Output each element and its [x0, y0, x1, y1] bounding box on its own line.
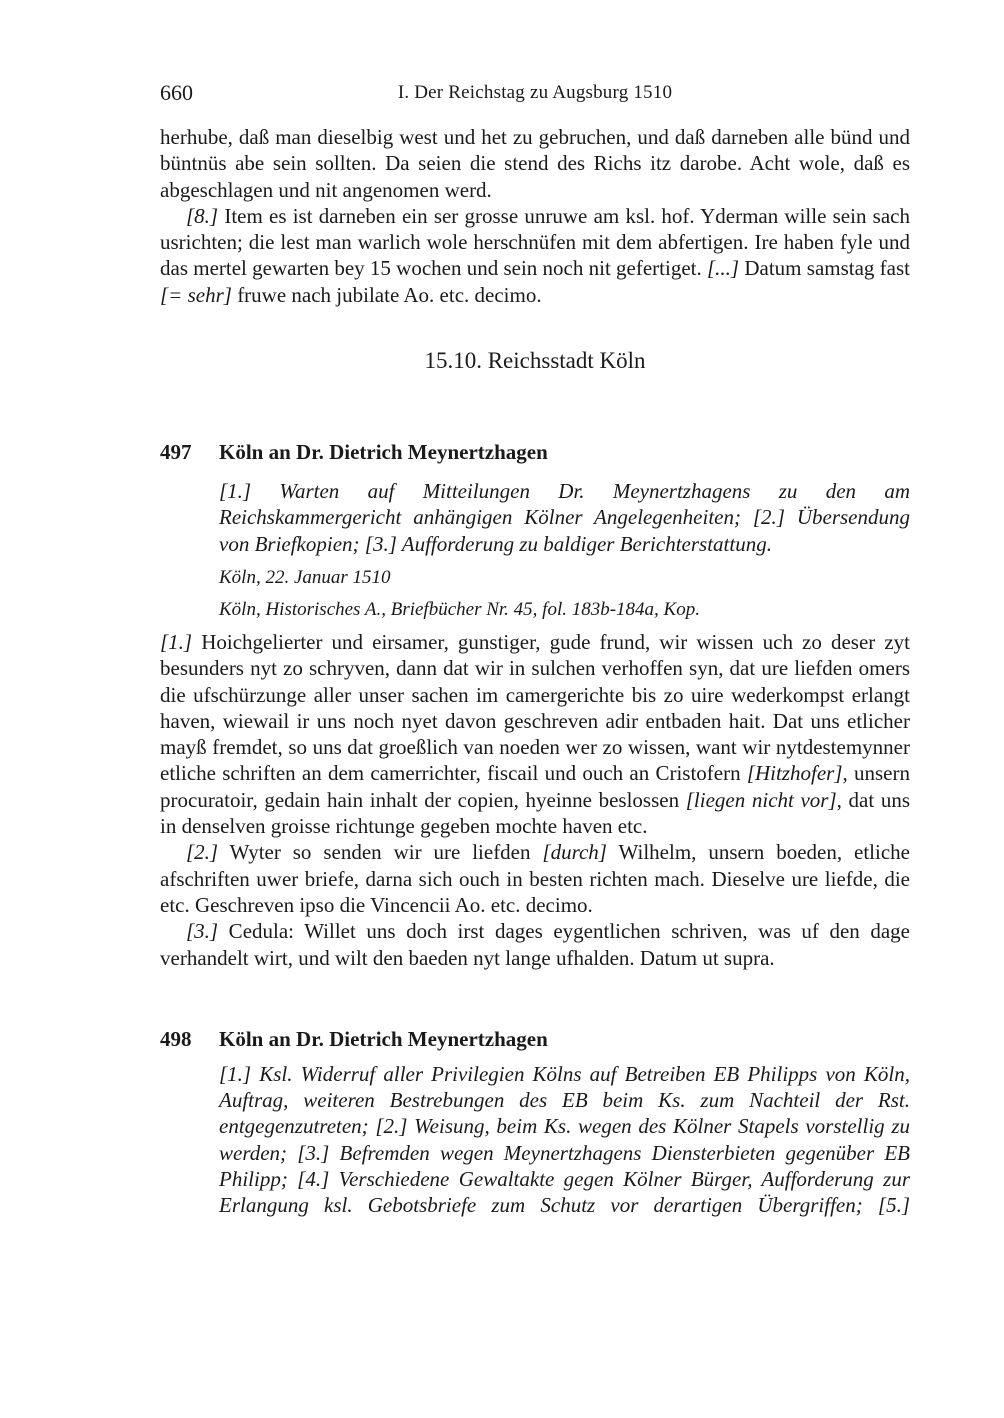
entry-source: Köln, Historisches A., Briefbücher Nr. 45, fol. 183b-184a, Kop. — [219, 598, 700, 620]
entry-summary: [1.] Warten auf Mitteilungen Dr. Meynertzhagens zu den am Reichskammergericht anhängigen Kölner Angelegenheiten; [2.] Übersendung von Briefkopien; [3.] Aufforderung zu baldiger Berichterstattung. — [219, 479, 910, 556]
entry-title: Köln an Dr. Dietrich Meynertzhagen — [219, 440, 548, 465]
intro-paragraph-8: [8.] Item es ist darneben ein ser grosse unruwe am ksl. hof. Yderman wille sein sach usrichten; die lest man warlich wole herschnüfen mit dem abfertigen. Ire haben fyle und das mertel gewarten bey 15 wochen und sein noch nit gefertiget. [...] Datum samstag fast [= sehr] fruwe nach jubilate Ao. etc. decimo. — [160, 203, 910, 307]
editorial-gloss: [liegen nicht vor] — [685, 787, 837, 812]
running-title: I. Der Reichstag zu Augsburg 1510 — [397, 82, 673, 103]
body-paragraph-3: [3.] Cedula: Willet uns doch irst dages eygentlichen schriven, was uf den dage verhandelt wirt, und wilt den baeden nyt lange ufhalden. Datum ut supra. — [160, 919, 910, 970]
entry-title: Köln an Dr. Dietrich Meynertzhagen — [219, 1026, 548, 1051]
editorial-gloss: [= sehr] — [160, 282, 232, 307]
paragraph-marker: [1.] — [160, 629, 193, 654]
intro-paragraph: herhube, daß man dieselbig west und het zu gebruchen, und daß darneben alle bünd und büntnüs abe sein sollten. Da seien die stend des Richs itz darobe. Acht wole, daß es abgeschlagen und nit angenomen werd. — [160, 125, 910, 202]
entry-heading — [160, 1027, 910, 1055]
page-number: 660 — [160, 80, 193, 105]
editorial-gloss: [Hitzhofer] — [746, 761, 843, 786]
body-paragraph-1: [1.] Hoichgelierter und eirsamer, gunstiger, gude frund, wir wissen uch zo deser zyt besunders nyt zo schryven, dann dat wir in sulchen verhoffen syn, dat ure liefden omers die ufschürzunge aller unser sachen im camergerichte bis zo uire wederkompst erlangt haven, wiewail ir uns noch nyet davon geschreven adir entbaden hait. Dat uns etlicher mayß fremdet, so uns dat groeßlich van noeden wer zo wissen, want wir nytdestemynner etliche schriften an dem camerrichter, fiscail und ouch an Cristofern [Hitzhofer], unsern procuratoir, gedain hain inhalt der copien, hyeinne beslossen [liegen nicht vor], dat uns in denselven groisse richtunge gegeben mochte haven etc. — [160, 629, 911, 839]
paragraph-marker: [3.] — [186, 919, 219, 944]
intro-continuation — [160, 124, 910, 308]
entry-497 — [160, 440, 910, 971]
entry-heading — [160, 440, 910, 468]
entry-place-date: Köln, 22. Januar 1510 — [219, 566, 391, 588]
paragraph-marker: [2.] — [186, 840, 219, 865]
entry-regest — [219, 1061, 910, 1219]
entry-body — [160, 629, 910, 971]
entry-summary: [1.] Ksl. Widerruf aller Privilegien Kölns auf Betreiben EB Philipps von Köln, Auftrag, weiteren Bestrebungen des EB beim Ks. zum Nachteil der Rst. entgegenzutreten; [2.] Weisung, beim Ks. wegen des Kölner Stapels vorstellig zu werden; [3.] Befremden wegen Meynertzhagens Diensterbieten gegenüber EB Philipp; [4.] Verschiedene Gewaltakte gegen Kölner Bürger, Aufforderung zur Erlangung ksl. Gebotsbriefe zum Schutz vor derartigen Übergriffen; [5.] — [219, 1061, 910, 1218]
entry-number: 498 — [160, 1026, 192, 1051]
editorial-ellipsis: [...] — [707, 256, 740, 281]
page-header — [160, 76, 910, 106]
editorial-gloss: [durch] — [542, 840, 607, 865]
body-paragraph-2: [2.] Wyter so senden wir ure liefden [durch] Wilhelm, unsern boeden, etliche afschriften uwer briefe, darna sich ouch in besten richten mach. Dieselve ure liefde, die etc. Geschreven ipso die Vincencii Ao. etc. decimo. — [160, 840, 910, 917]
entry-regest — [219, 478, 910, 623]
entry-498 — [160, 1027, 910, 1219]
paragraph-marker: [8.] — [186, 203, 219, 228]
page — [160, 76, 910, 1219]
entry-number: 497 — [160, 440, 192, 465]
section-title: 15.10. Reichsstadt Köln — [424, 348, 646, 374]
